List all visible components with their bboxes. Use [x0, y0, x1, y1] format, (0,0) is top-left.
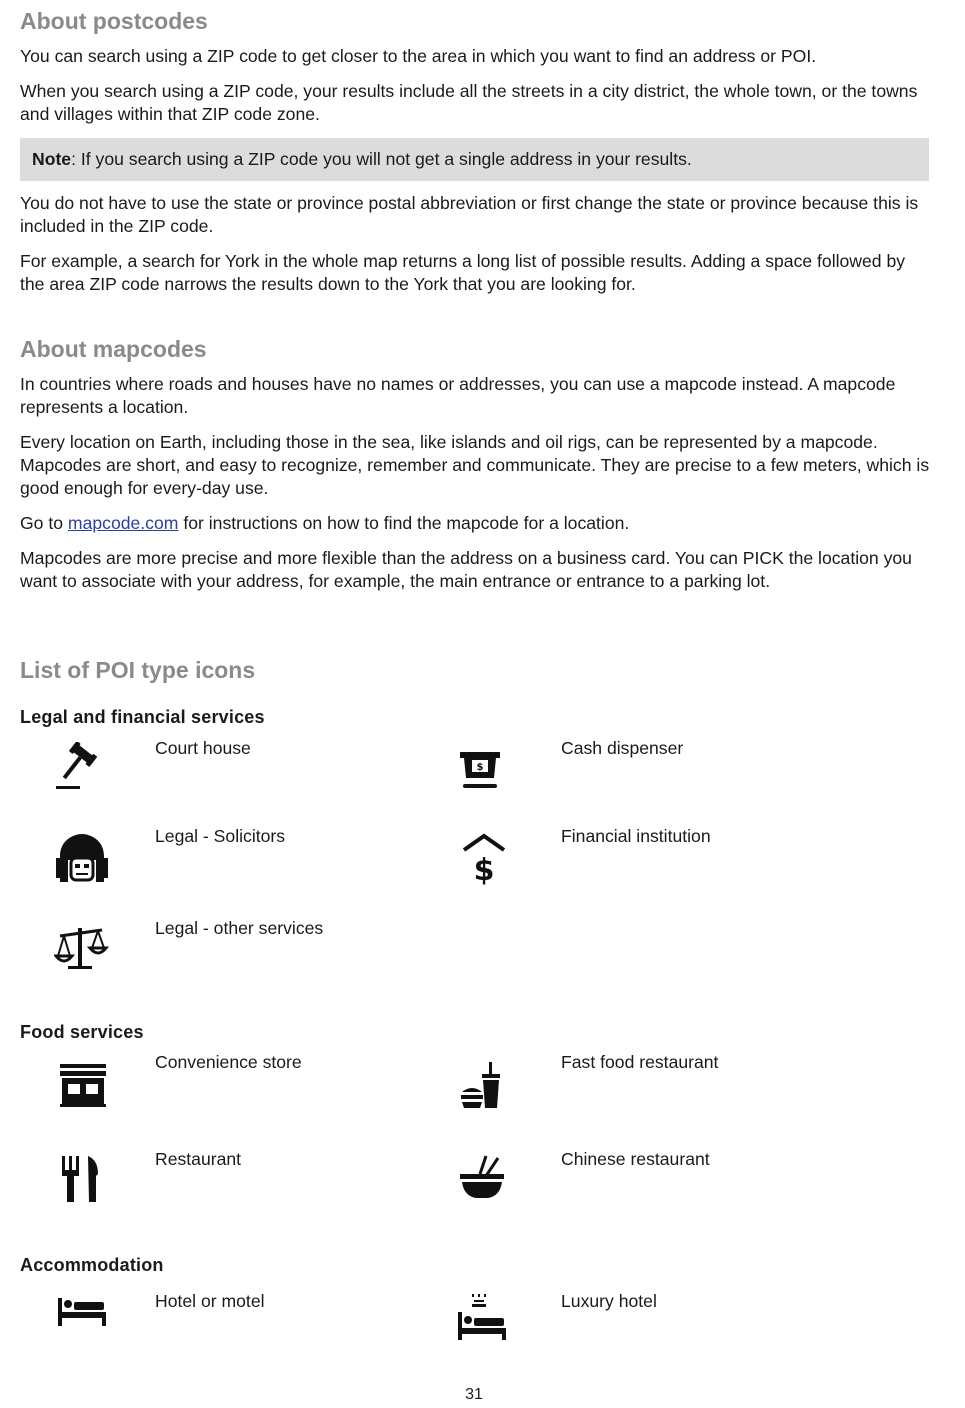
gavel-icon — [54, 742, 110, 798]
svg-text:$: $ — [476, 762, 484, 773]
note-box — [20, 138, 929, 181]
legal-other-label: Legal - other services — [155, 918, 324, 938]
mapcodes-go-to: Go to — [20, 513, 68, 533]
fast-food-label: Fast food restaurant — [561, 1052, 719, 1072]
financial-institution-label: Financial institution — [561, 826, 711, 846]
note-label: Note — [32, 149, 72, 169]
financial-institution-icon — [456, 830, 512, 886]
food-heading: Food services — [20, 1022, 144, 1042]
mapcodes-paragraph-2: Every location on Earth, including those in the sea, like islands and oil rigs, can be represented by a mapcode. Mapcodes are short, and easy to recognize, remember and communicate. They are precise to a few meters, which is good enough for every-day use. — [20, 432, 930, 498]
luxury-hotel-label: Luxury hotel — [561, 1291, 657, 1311]
cash-dispenser-label: Cash dispenser — [561, 738, 684, 758]
court-house-label: Court house — [155, 738, 251, 758]
svg-text:$: $ — [473, 853, 495, 886]
solicitor-icon — [54, 830, 110, 886]
scales-icon — [54, 922, 110, 978]
convenience-store-label: Convenience store — [155, 1052, 302, 1072]
postcodes-paragraph-4: For example, a search for York in the whole map returns a long list of possible results. Adding a space followed by the area ZIP code narrows the results down to the York that you are looking for. — [20, 251, 906, 294]
chinese-bowl-icon — [456, 1152, 512, 1208]
postcodes-paragraph-2: When you search using a ZIP code, your results include all the streets in a city district, the whole town, or the towns and villages within that ZIP code zone. — [20, 81, 918, 124]
mapcodes-paragraph-4: Mapcodes are more precise and more flexible than the address on a business card. You can PICK the location you want to associate with your address, for example, the main entrance or entrance to a parking lot. — [20, 548, 912, 591]
page-number: 31 — [465, 1386, 483, 1403]
note-text — [32, 148, 692, 171]
postcodes-heading: About postcodes — [20, 8, 208, 34]
mapcode-link[interactable]: mapcode.com — [67, 513, 179, 533]
postcodes-paragraph-3: You do not have to use the state or province postal abbreviation or first change the state or province because this is included in the ZIP code. — [20, 193, 919, 236]
hotel-label: Hotel or motel — [155, 1291, 265, 1311]
accommodation-heading: Accommodation — [20, 1255, 164, 1275]
restaurant-label: Restaurant — [155, 1149, 242, 1169]
restaurant-icon — [56, 1152, 112, 1208]
postcodes-paragraph-1: You can search using a ZIP code to get closer to the area in which you want to find an address or POI. — [20, 46, 817, 66]
chinese-restaurant-label: Chinese restaurant — [561, 1149, 710, 1169]
luxury-hotel-icon — [456, 1290, 512, 1346]
legal-heading: Legal and financial services — [20, 707, 265, 727]
bed-icon — [56, 1288, 112, 1344]
mapcodes-heading: About mapcodes — [20, 336, 207, 362]
poi-heading: List of POI type icons — [20, 657, 256, 683]
mapcodes-instructions: for instructions on how to find the mapcode for a location. — [178, 513, 630, 533]
fast-food-icon — [456, 1058, 512, 1114]
solicitors-label: Legal - Solicitors — [155, 826, 286, 846]
cash-dispenser-icon — [454, 744, 510, 800]
mapcodes-paragraph-1: In countries where roads and houses have no names or addresses, you can use a mapcode instead. A mapcode represents a location. — [20, 374, 896, 417]
store-icon — [56, 1058, 112, 1114]
note-body: : If you search using a ZIP code you will not get a single address in your results. — [71, 149, 692, 169]
mapcodes-paragraph-3 — [20, 512, 932, 535]
